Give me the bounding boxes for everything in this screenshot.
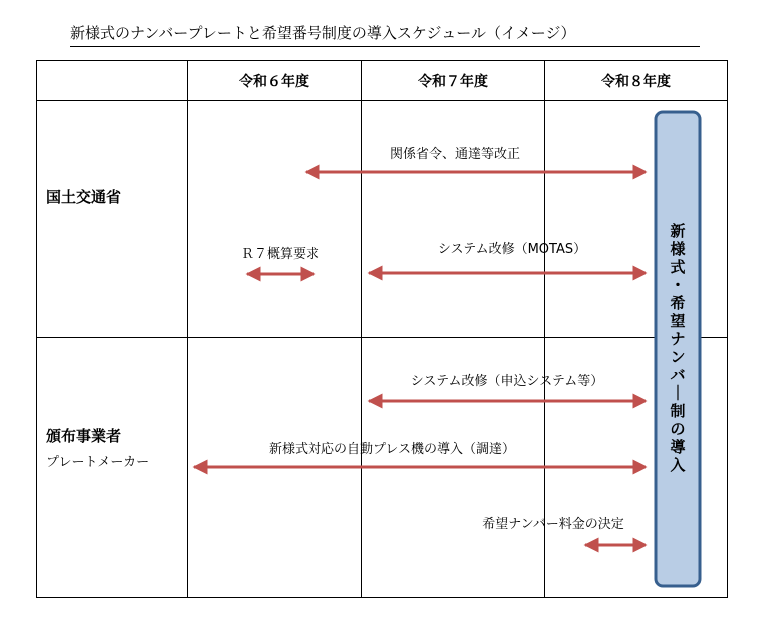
task-label: 希望ナンバー料金の決定: [482, 517, 624, 532]
milestone-label-char: 入: [670, 456, 686, 474]
milestone-label-char: ナ: [670, 330, 686, 348]
column-header-r8: 令和８年度: [601, 74, 671, 90]
milestone-label-char: 導: [670, 438, 686, 456]
milestone-label-char: バ: [670, 366, 686, 384]
milestone-label-char: ・: [670, 276, 686, 294]
milestone-label-char: 希: [670, 294, 686, 312]
milestone-label-char: 式: [670, 258, 686, 276]
milestone-label-char: ｜: [670, 384, 686, 402]
milestone-label-char: ン: [670, 348, 686, 366]
milestone-label-char: 新: [670, 222, 686, 240]
task-label: 関係省令、通達等改正: [389, 147, 521, 162]
milestone-label-char: 様: [670, 240, 686, 258]
task-label: システム改修（申込システム等）: [410, 374, 604, 389]
task-label: Ｒ７概算要求: [240, 247, 320, 262]
column-header-r7: 令和７年度: [418, 74, 488, 90]
milestone-label-char: の: [670, 420, 686, 438]
table-border: [37, 61, 728, 598]
row-header-distributor: 頒布事業者: [46, 427, 122, 445]
row-header-mlit: 国土交通省: [46, 188, 122, 206]
task-label: システム改修（MOTAS）: [437, 242, 587, 257]
page-title: 新様式のナンバープレートと希望番号制度の導入スケジュール（イメージ）: [70, 22, 700, 47]
row-subheader-plate-maker: プレートメーカー: [46, 455, 150, 470]
milestone-label-char: 望: [670, 312, 686, 330]
task-label: 新様式対応の自動プレス機の導入（調達）: [268, 442, 516, 457]
schedule-table: [37, 61, 728, 598]
column-header-r6: 令和６年度: [239, 74, 309, 90]
milestone-label: [670, 222, 685, 474]
milestone-label-char: 制: [670, 402, 686, 420]
